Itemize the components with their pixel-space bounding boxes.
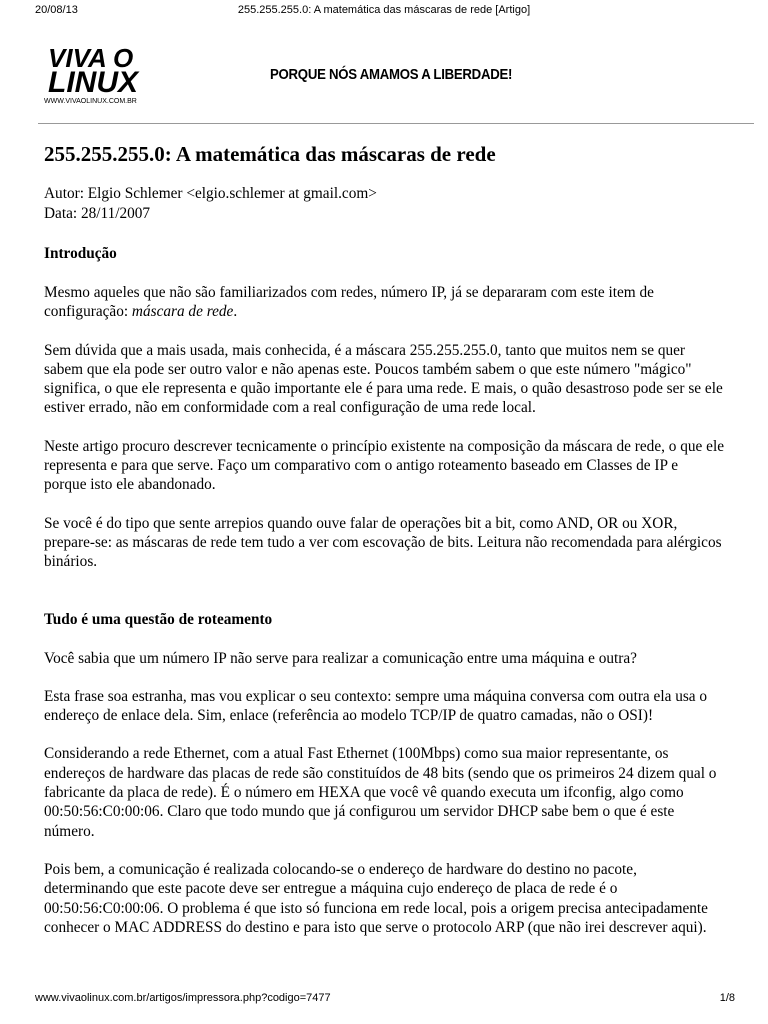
logo-line2: LINUX [48,66,138,99]
page-number: 1/8 [719,992,735,1004]
article-title: 255.255.255.0: A matemática das máscaras de rede [44,142,496,166]
viva-o-linux-logo[interactable] [40,40,180,106]
paragraph: Considerando a rede Ethernet, com a atual Fast Ethernet (100Mbps) como sua maior representante, os endereços de hardware das placas de rede são constituídos de 48 bits (sendo que os primeiros 24 dizem qual o fabricante da placa de rede). É o número em HEXA que você vê quando executa um ifconfig, algo como 00:50:56:C0:00:06. Claro que todo mundo que já configurou um servidor DHCP sabe bem o que é este número. [44,745,717,840]
site-slogan: PORQUE NÓS AMAMOS A LIBERDADE! [270,66,513,83]
paragraph: Neste artigo procuro descrever tecnicamente o princípio existente na composição da máscara de rede, o que ele representa e para que serve. Faço um comparativo com o antigo roteamento baseado em Classes de IP e porque isto ele abandonado. [44,437,724,494]
header-divider [38,123,754,124]
section-heading-introducao: Introdução [44,245,117,262]
paragraph: Pois bem, a comunicação é realizada colocando-se o endereço de hardware do destino no pacote, determinando que este pacote deve ser entregue a máquina cujo endereço de placa de rede é o 00:50:56:C0:00:06. O problema é que isto só funciona em rede local, pois a origem precisa antecipadamente conhecer o MAC ADDRESS do destino e para isto que serve o protocolo ARP (que não irei descrever aqui). [44,860,708,936]
print-date: 20/08/13 [35,4,78,16]
article-meta [44,184,724,223]
paragraph: Esta frase soa estranha, mas vou explicar o seu contexto: sempre uma máquina conversa com outra ela usa o endereço de enlace dela. Sim, enlace (referência ao modelo TCP/IP de quatro camadas, não o OSI)! [44,687,708,725]
print-header [0,0,768,24]
print-url: www.vivaolinux.com.br/artigos/impressora.php?codigo=7477 [35,992,331,1004]
print-page-title: 255.255.255.0: A matemática das máscaras de rede [Artigo] [237,4,531,16]
article-date: Data: 28/11/2007 [44,204,151,222]
paragraph: Sem dúvida que a mais usada, mais conhecida, é a máscara 255.255.255.0, tanto que muitos nem se quer sabem que ela pode ser outro valor e não apenas este. Poucos também sabem o que este número "mágico" significa, o que ele representa e quão importante ele é para uma rede. E mais, o quão desastroso pode ser se ele estiver errado, não em conformidade com a real configuração de uma rede local. [44,341,723,417]
emphasis-mascara-de-rede: máscara de rede [131,303,234,321]
article-body [44,140,724,956]
paragraph: Se você é do tipo que sente arrepios quando ouve falar de operações bit a bit, como AND, OR ou XOR, prepare-se: as máscaras de rede tem tudo a ver com escovação de bits. Leitura não recomendada para alérgicos binários. [44,514,722,571]
logo-site: WWW.VIVAOLINUX.COM.BR [44,98,137,105]
spacer [44,591,724,609]
logo-line1: VIVA O [48,43,134,73]
article-author: Autor: Elgio Schlemer <elgio.schlemer at gmail.com> [44,185,377,202]
print-footer [0,992,768,1012]
paragraph: Você sabia que um número IP não serve para realizar a comunicação entre uma máquina e outra? [44,649,637,667]
paragraph: Mesmo aqueles que não são familiarizados com redes, número IP, já se depararam com este item de configuração: máscara de rede. [44,284,654,321]
section-heading-roteamento: Tudo é uma questão de roteamento [44,610,273,628]
